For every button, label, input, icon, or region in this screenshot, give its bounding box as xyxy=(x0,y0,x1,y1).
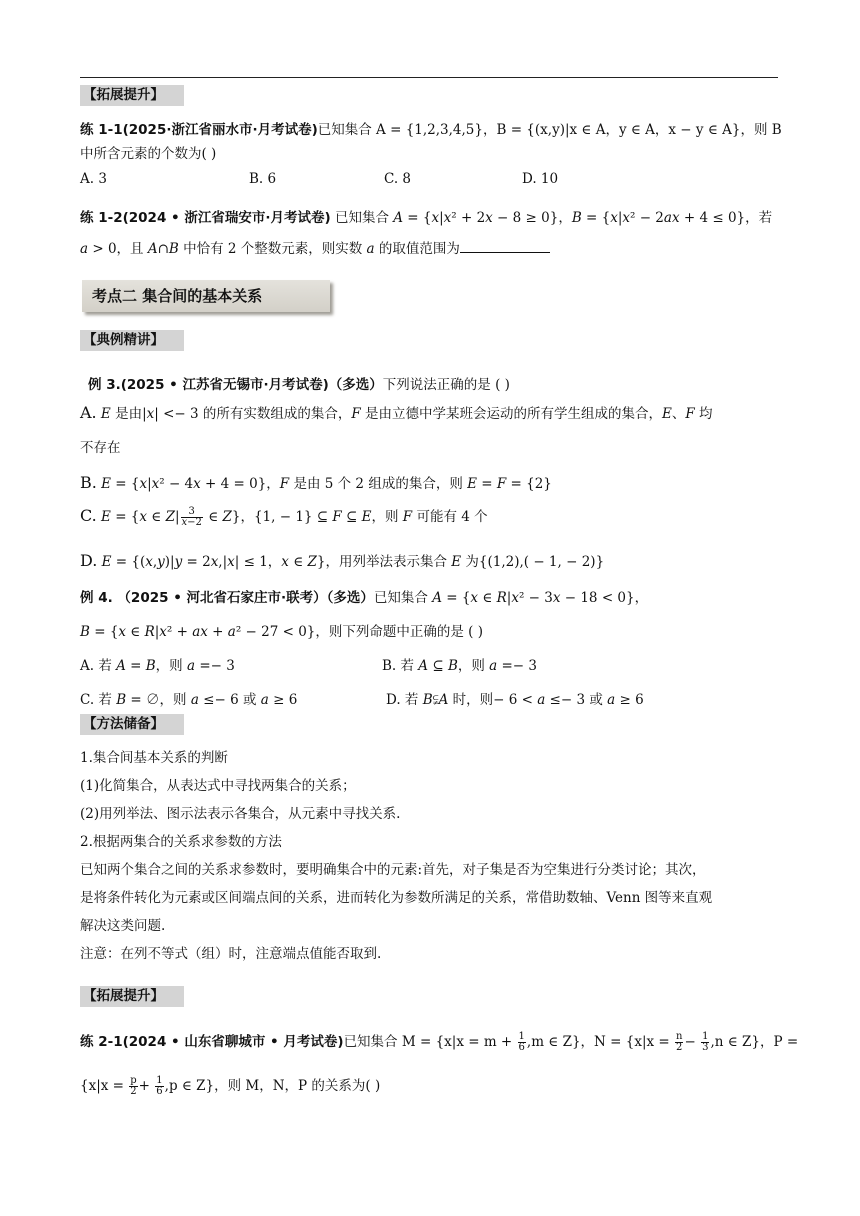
option-b: B. 6 xyxy=(249,171,277,187)
fraction-denominator: 2 xyxy=(130,1086,137,1097)
fraction-numerator: 3 xyxy=(181,507,203,518)
fraction xyxy=(675,1032,683,1053)
fraction xyxy=(701,1032,709,1053)
exercise-1-2-label: 练 1-2(2024 • 浙江省瑞安市·月考试卷) xyxy=(80,210,331,226)
fraction-denominator: 2 xyxy=(676,1042,683,1053)
example-4-line2: 𝐵 = {𝑥 ∈ 𝑅|𝑥² + 𝑎𝑥 + 𝑎² − 27 < 0}，则下列命题中正确的是 ( ) xyxy=(80,624,484,640)
example-3-c-letter: C. xyxy=(80,506,97,525)
method-tag: 【方法储备】 xyxy=(80,714,184,735)
example-3-option-a-line2: 不存在 xyxy=(80,440,121,456)
method-line: 1.集合间基本关系的判断 xyxy=(80,750,228,766)
fraction-numerator: n xyxy=(676,1031,683,1042)
exercise-1-1-text-a: 已知集合 A = {1,2,3,4,5}，B = {(x,y)|x ∈ A，y ∈ A，x − y ∈ A}，则 B xyxy=(317,122,782,138)
example-3-stem: 下列说法正确的是 ( ) xyxy=(382,377,510,393)
example-4-label: 例 4. （2025 • 河北省石家庄市·联考）（多选） xyxy=(80,590,374,606)
fraction xyxy=(518,1032,526,1053)
method-line: 2.根据两集合的关系求参数的方法 xyxy=(80,834,282,850)
method-line: 注意：在列不等式（组）时，注意端点值能否取到. xyxy=(80,946,382,962)
option-a: A. 3 xyxy=(80,171,107,187)
exercise-2-1-text: + xyxy=(138,1078,155,1094)
example-3-a-letter: A. xyxy=(80,403,97,422)
example-3-a-text: 𝐸 是由|𝑥| <− 3 的所有实数组成的集合，𝐹 是由立德中学某班会运动的所有学生组成的集合，𝐸、𝐹 均 xyxy=(96,406,713,422)
fraction-denominator: 𝑥−2 xyxy=(181,517,202,528)
example-3-d-letter: D. xyxy=(80,551,98,570)
exercise-2-1-text: ,m ∈ Z}，N = {x|x = xyxy=(526,1034,675,1050)
method-line: 解决这类问题. xyxy=(80,918,166,934)
method-line: (2)用列举法、图示法表示各集合，从元素中寻找关系. xyxy=(80,806,401,822)
exercise-2-1-line2 xyxy=(80,1074,380,1097)
example-tag: 【典例精讲】 xyxy=(80,330,184,351)
top-rule xyxy=(80,77,778,78)
exercise-1-2-text-a: 已知集合 𝐴 = {𝑥|𝑥² + 2𝑥 − 8 ≥ 0}，𝐵 = {𝑥|𝑥² − 2𝑎𝑥 + 4 ≤ 0}，若 xyxy=(330,210,773,226)
fraction-denominator: 3 xyxy=(702,1042,709,1053)
example-3-label: 例 3.(2025 • 江苏省无锡市·月考试卷)（多选） xyxy=(88,377,383,393)
fraction-numerator: 1 xyxy=(156,1075,163,1086)
fraction-denominator: 6 xyxy=(518,1042,525,1053)
exercise-2-1-text: ,p ∈ Z}，则 M，N，P 的关系为( ) xyxy=(164,1078,381,1094)
exercise-1-2-text-b: 𝑎 > 0，且 𝐴∩𝐵 中恰有 2 个整数元素，则实数 𝑎 的取值范围为 xyxy=(80,241,460,257)
exercise-2-1-label: 练 2-1(2024 • 山东省聊城市 • 月考试卷) xyxy=(80,1034,344,1050)
section-tag-extension-2: 【拓展提升】 xyxy=(80,986,184,1007)
option-c: C. 8 xyxy=(384,171,412,187)
method-line: (1)化简集合，从表达式中寻找两集合的关系； xyxy=(80,778,356,794)
exercise-2-1-text: 已知集合 M = {x|x = m + xyxy=(343,1034,517,1050)
example-4-option-b: B. 若 𝐴 ⊆ 𝐵，则 𝑎 =− 3 xyxy=(382,658,537,674)
exercise-2-1 xyxy=(80,1030,798,1053)
example-4-text-a: 已知集合 𝐴 = {𝑥 ∈ 𝑅|𝑥² − 3𝑥 − 18 < 0}， xyxy=(373,590,649,606)
method-line: 已知两个集合之间的关系求参数时，要明确集合中的元素:首先，对子集是否为空集进行分类讨论；其次， xyxy=(80,862,706,878)
section-tag-extension-1: 【拓展提升】 xyxy=(80,85,184,106)
example-3-c-post: ∈ 𝑍}，{1, − 1} ⊆ 𝐹 ⊆ 𝐸，则 𝐹 可能有 4 个 xyxy=(203,509,488,525)
exercise-1-2-line2 xyxy=(80,237,550,257)
fraction-numerator: 1 xyxy=(518,1031,525,1042)
example-3 xyxy=(88,373,510,393)
fraction-numerator: 1 xyxy=(702,1031,709,1042)
exercise-1-1 xyxy=(80,118,782,138)
example-3-option-c xyxy=(80,505,488,528)
example-4-option-d: D. 若 𝐵⫋𝐴 时，则− 6 < 𝑎 ≤− 3 或 𝑎 ≥ 6 xyxy=(386,692,644,708)
example-4-option-c: C. 若 𝐵 = ∅，则 𝑎 ≤− 6 或 𝑎 ≥ 6 xyxy=(80,692,298,708)
section-heading: 考点二 集合间的基本关系 xyxy=(82,280,330,312)
example-4-option-a: A. 若 𝐴 = 𝐵，则 𝑎 =− 3 xyxy=(80,658,235,674)
example-3-option-d xyxy=(80,550,604,570)
exercise-1-1-label: 练 1-1(2025·浙江省丽水市·月考试卷) xyxy=(80,122,318,138)
example-3-d-text: 𝐸 = {(𝑥,𝑦)|𝑦 = 2𝑥,|𝑥| ≤ 1，𝑥 ∈ 𝑍}，用列举法表示集合 𝐸 为{(1,2),( − 1, − 2)} xyxy=(97,554,605,570)
fraction xyxy=(129,1076,137,1097)
method-line: 是将条件转化为元素或区间端点间的关系，进而转化为参数所满足的关系，常借助数轴、Venn 图等来直观 xyxy=(80,890,713,906)
exercise-2-1-text: {x|x = xyxy=(80,1078,129,1094)
answer-blank xyxy=(460,240,550,253)
example-3-option-b xyxy=(80,472,552,492)
example-3-b-letter: B. xyxy=(80,473,97,492)
example-3-b-text: 𝐸 = {𝑥|𝑥² − 4𝑥 + 4 = 0}，𝐹 是由 5 个 2 组成的集合，则 𝐸 = 𝐹 = {2} xyxy=(96,476,552,492)
exercise-2-1-text: ,n ∈ Z}，P = xyxy=(710,1034,799,1050)
example-3-c-pre: 𝐸 = {𝑥 ∈ 𝑍| xyxy=(96,509,180,525)
exercise-1-2 xyxy=(80,206,772,226)
exercise-1-1-line2: 中所含元素的个数为( ) xyxy=(80,146,217,162)
fraction-denominator: 6 xyxy=(156,1086,163,1097)
example-4 xyxy=(80,586,648,606)
fraction xyxy=(155,1076,163,1097)
exercise-2-1-text: − xyxy=(684,1034,701,1050)
example-3-option-a xyxy=(80,402,713,422)
option-d: D. 10 xyxy=(522,171,559,187)
fraction-numerator: p xyxy=(130,1075,137,1086)
fraction xyxy=(181,507,203,528)
